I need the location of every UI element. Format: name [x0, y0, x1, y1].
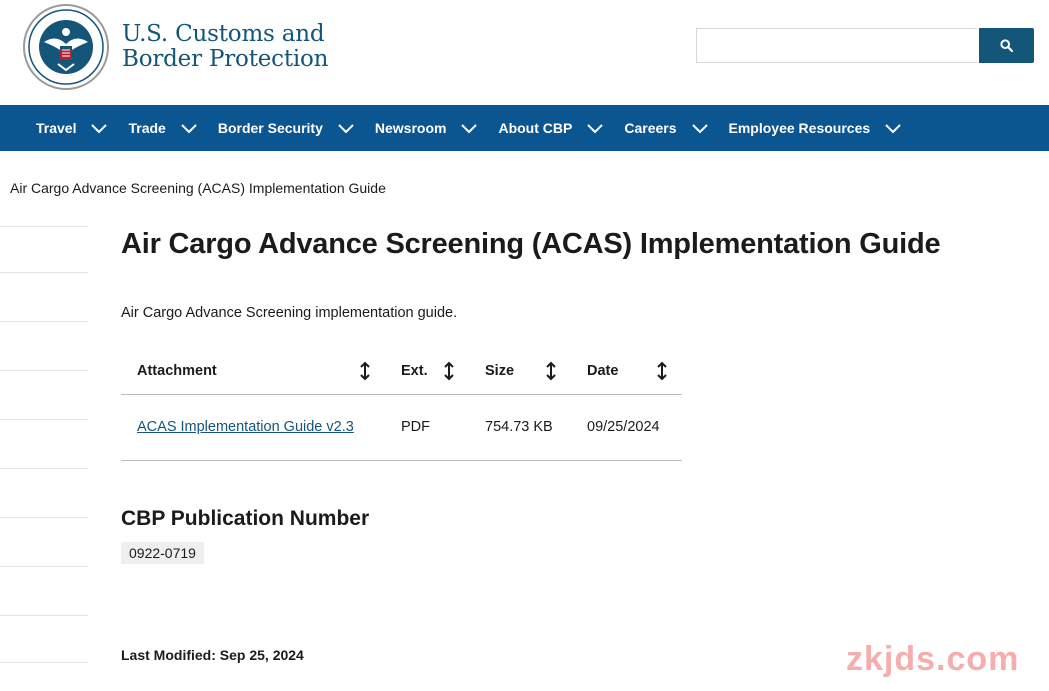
chevron-down-icon[interactable] [586, 119, 604, 137]
col-header-label: Ext. [401, 362, 428, 379]
nav-item-about-cbp[interactable] [498, 105, 604, 151]
cbp-seal-logo[interactable] [22, 4, 110, 90]
breadcrumb [10, 180, 386, 196]
last-modified [121, 647, 304, 663]
search-button[interactable] [979, 28, 1034, 63]
nav-item-careers[interactable] [624, 105, 708, 151]
nav-item-label: Employee Resources [728, 120, 871, 136]
chevron-down-icon[interactable] [180, 119, 198, 137]
nav-item-newsroom[interactable] [375, 105, 479, 151]
cell-attachment [121, 394, 385, 460]
last-modified-value: Sep 25, 2024 [219, 647, 304, 663]
cell-date: 09/25/2024 [571, 394, 682, 460]
col-header-size[interactable] [469, 348, 571, 394]
magnifier-icon [1000, 39, 1013, 52]
brand-line-1: U.S. Customs and [122, 21, 325, 47]
page-title: Air Cargo Advance Screening (ACAS) Implementation Guide [121, 228, 941, 260]
nav-item-label: Newsroom [374, 120, 447, 136]
side-menu-divider [0, 272, 88, 273]
col-header-label: Date [587, 362, 619, 379]
chevron-down-icon[interactable] [460, 119, 478, 137]
sort-arrows-icon[interactable] [545, 361, 557, 381]
side-menu-divider [0, 566, 88, 567]
table-row [121, 394, 682, 460]
nav-item-label: Travel [36, 120, 77, 136]
publication-heading: CBP Publication Number [121, 507, 370, 530]
side-menu-divider [0, 517, 88, 518]
side-menu-divider [0, 370, 88, 371]
chevron-down-icon[interactable] [337, 119, 355, 137]
chevron-down-icon[interactable] [90, 119, 108, 137]
watermark-text: zkjds.com [846, 640, 1020, 678]
nav-item-label: Trade [128, 120, 166, 136]
table-header-row [121, 348, 682, 394]
last-modified-label: Last Modified: [121, 647, 216, 663]
sort-arrows-icon[interactable] [656, 361, 668, 381]
brand-wordmark[interactable] [122, 22, 328, 72]
cell-size: 754.73 KB [469, 394, 571, 460]
nav-item-trade[interactable] [128, 105, 197, 151]
col-header-ext[interactable] [385, 348, 469, 394]
sort-arrows-icon[interactable] [359, 361, 371, 381]
side-menu-divider [0, 615, 88, 616]
nav-item-label: Border Security [217, 120, 323, 136]
nav-item-label: Careers [624, 120, 677, 136]
search-input[interactable] [696, 28, 977, 63]
intro-text: Air Cargo Advance Screening implementation guide. [121, 305, 458, 321]
brand-line-2: Border Protection [122, 46, 329, 72]
main-nav [0, 105, 1049, 151]
col-header-label: Size [485, 362, 515, 379]
chevron-down-icon[interactable] [691, 119, 709, 137]
site-header [0, 0, 1049, 105]
side-menu-divider [0, 226, 88, 227]
nav-item-travel[interactable] [36, 105, 108, 151]
nav-item-border-security[interactable] [218, 105, 355, 151]
col-header-attachment[interactable] [121, 348, 385, 394]
chevron-down-icon[interactable] [884, 119, 902, 137]
nav-item-label: About CBP [498, 120, 573, 136]
nav-item-employee-resources[interactable] [729, 105, 903, 151]
breadcrumb-current: Air Cargo Advance Screening (ACAS) Implementation Guide [10, 180, 386, 196]
col-header-label: Attachment [137, 362, 217, 379]
sort-arrows-icon[interactable] [443, 361, 455, 381]
side-menu-divider [0, 419, 88, 420]
cell-ext: PDF [385, 394, 469, 460]
attachment-link[interactable]: ACAS Implementation Guide v2.3 [137, 419, 354, 435]
side-menu-divider [0, 321, 88, 322]
side-menu-divider [0, 662, 88, 663]
attachments-table [121, 348, 682, 461]
publication-number-badge: 0922-0719 [121, 542, 204, 564]
side-menu-divider [0, 468, 88, 469]
col-header-date[interactable] [571, 348, 682, 394]
